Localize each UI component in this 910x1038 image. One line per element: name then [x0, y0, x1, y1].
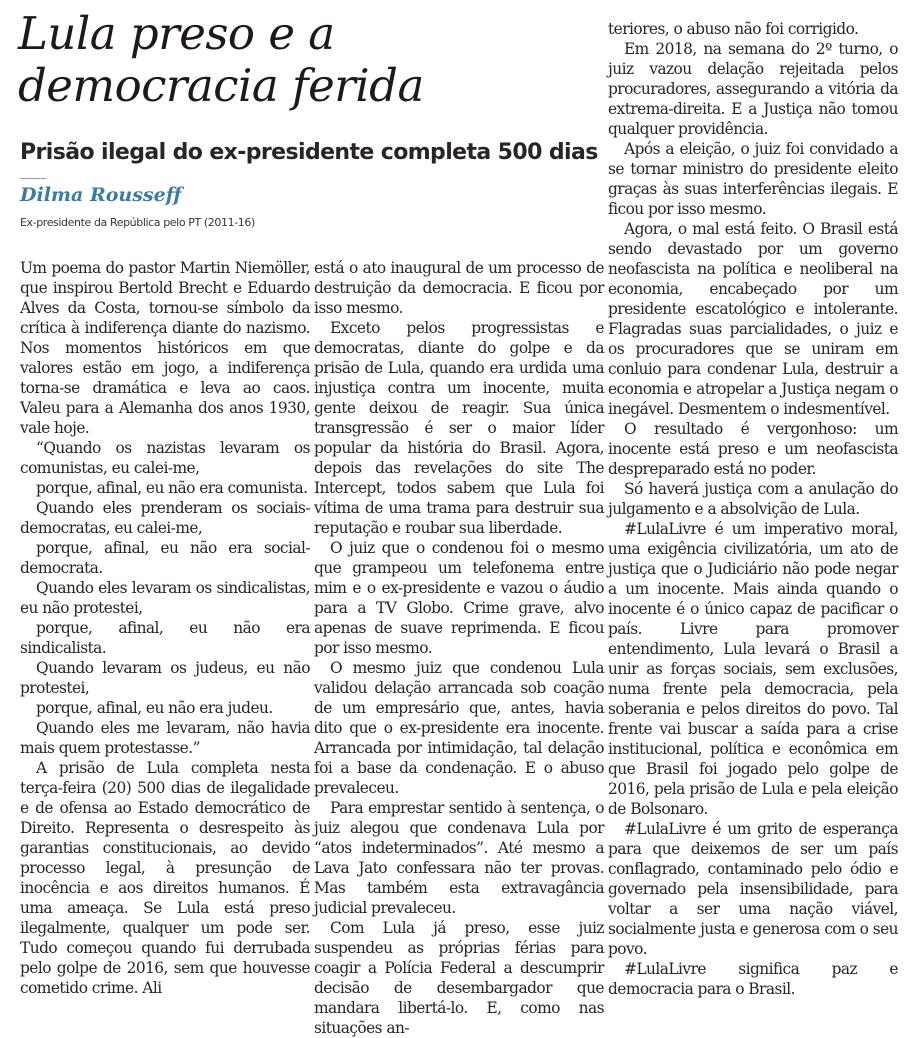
text-column-1: [20, 258, 310, 998]
paragraph: Quando eles me levaram, não havia mais quem protestasse.”: [20, 719, 310, 757]
paragraph: Quando eles prenderam os sociais-democratas, eu calei-me,: [20, 499, 310, 537]
article-title: Lula preso e a democracia ferida: [18, 7, 424, 112]
author-role: Ex-presidente da República pelo PT (2011-16): [20, 216, 255, 229]
paragraph: está o ato inaugural de um processo de destruição da democracia. E ficou por isso mesmo.: [314, 259, 604, 317]
paragraph: teriores, o abuso não foi corrigido.: [608, 20, 859, 38]
text-column-3: [608, 19, 898, 999]
paragraph: O resultado é vergonhoso: um inocente está preso e um neofascista despreparado está no poder.: [608, 420, 898, 478]
paragraph: “Quando os nazistas levaram os comunistas, eu calei-me,: [20, 439, 310, 477]
paragraph: #LulaLivre é um grito de esperança para que deixemos de ser um país conflagrado, contaminado pelo ódio e governado pela insensibilidade, para voltar a ser uma nação viável, socialmente justa e generosa com o seu povo.: [608, 820, 898, 958]
paragraph: Para emprestar sentido à sentença, o juiz alegou que condenava Lula por “atos indeterminados”. Até mesmo a Lava Jato confessara não ter provas. Mas também esta extravagância judicial prevaleceu.: [314, 799, 604, 917]
paragraph: porque, afinal, eu não era sindicalista.: [20, 619, 310, 657]
paragraph: porque, afinal, eu não era comunista.: [36, 479, 308, 497]
paragraph: #LulaLivre é um imperativo moral, uma exigência civilizatória, um ato de justiça que o Judiciário não pode negar a um inocente. Mais ainda quando o inocente é o único capaz de pacificar o país. Livre para promover entendimento, Lula levará o Brasil a unir as forças sociais, sem exclusões, numa frente pela democracia, pela soberania e pelos direitos do povo. Tal frente vai buscar a saída para a crise institucional, política e econômica em que Brasil foi jogado pelo golpe de 2016, pela prisão de Lula e pela eleição de Bolsonaro.: [608, 520, 898, 818]
paragraph: Exceto pelos progressistas e democratas, diante do golpe e da prisão de Lula, quando era urdida uma injustiça contra um inocente, muita gente deixou de reagir. Sua única transgressão é ser o maior líder popular da história do Brasil. Agora, depois das revelações do site The Intercept, todos sabem que Lula foi vítima de uma trama para destruir sua reputação e roubar sua liberdade.: [314, 319, 604, 537]
paragraph: O mesmo juiz que condenou Lula validou delação arrancada sob coação de um empresário que, antes, havia dito que o ex-presidente era inocente. Arrancada por intimidação, tal delação foi a base da condenação. E o abuso prevaleceu.: [314, 659, 604, 797]
paragraph: Após a eleição, o juiz foi convidado a se tornar ministro do presidente eleito graças às suas interferências ilegais. E ficou por isso mesmo.: [608, 140, 898, 218]
paragraph: Quando levaram os judeus, eu não protestei,: [20, 659, 310, 697]
paragraph: #LulaLivre significa paz e democracia para o Brasil.: [608, 960, 898, 998]
text-column-2: [314, 258, 604, 1038]
paragraph: Em 2018, na semana do 2º turno, o juiz vazou delação rejeitada pelos procuradores, assegurando a vitória da extrema-direita. E a Justiça não tomou qualquer providência.: [608, 40, 898, 138]
paragraph: Agora, o mal está feito. O Brasil está sendo devastado por um governo neofascista na política e neoliberal na economia, encabeçado por um presidente escatológico e intolerante. Flagradas suas parcialidades, o juiz e os procuradores que se uniram em conluio para condenar Lula, destruir a economia e atropelar a Justiça negam o inegável. Desmentem o indesmentível.: [608, 220, 898, 418]
paragraph: porque, afinal, eu não era social-democrata.: [20, 539, 310, 577]
author-name: Dilma Rousseff: [20, 184, 182, 206]
article-subtitle: Prisão ilegal do ex-presidente completa 500 dias: [20, 140, 598, 165]
paragraph: A prisão de Lula completa nesta terça-feira (20) 500 dias de ilegalidade e de ofensa ao Estado democrático de Direito. Representa o desrespeito às garantias constitucionais, ao devido processo legal, à presunção de inocência e aos direitos humanos. É uma ameaça. Se Lula está preso ilegalmente, qualquer um pode ser. Tudo começou quando fui derrubada pelo golpe de 2016, sem que houvesse cometido crime. Ali: [20, 759, 310, 997]
paragraph: O juiz que o condenou foi o mesmo que grampeou um telefonema entre mim e o ex-presidente e vazou o áudio para a TV Globo. Crime grave, alvo apenas de suave reprimenda. E ficou por isso mesmo.: [314, 539, 604, 657]
paragraph: Um poema do pastor Martin Niemöller, que inspirou Bertold Brecht e Eduardo Alves da Costa, tornou-se símbolo da crítica à indiferença diante do nazismo. Nos momentos históricos em que valores estão em jogo, a indiferença torna-se dramática e leva ao caos. Valeu para a Alemanha dos anos 1930, vale hoje.: [20, 259, 310, 437]
paragraph: Só haverá justiça com a anulação do julgamento e a absolvição de Lula.: [608, 480, 898, 518]
paragraph: porque, afinal, eu não era judeu.: [36, 699, 273, 717]
paragraph: Quando eles levaram os sindicalistas, eu não protestei,: [20, 579, 310, 617]
paragraph: Com Lula já preso, esse juiz suspendeu as próprias férias para coagir a Polícia Federal a descumprir decisão de desembargador que mandara libertá-lo. E, como nas situações an-: [314, 919, 604, 1037]
byline-rule: [20, 178, 46, 179]
